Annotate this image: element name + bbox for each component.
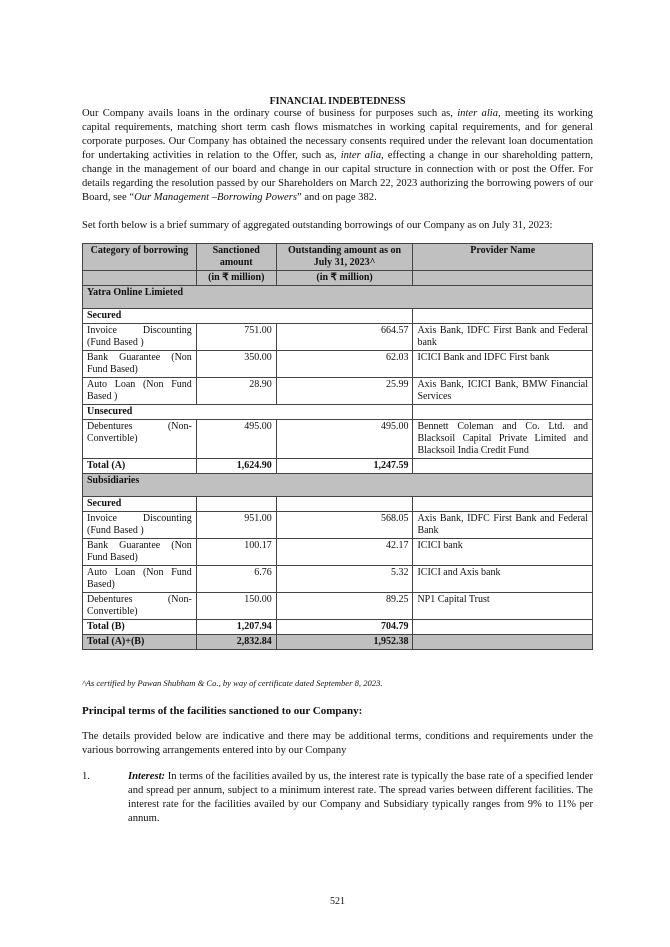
category-cell: Auto Loan (Non Fund Based) — [83, 566, 197, 593]
category-cell: Auto Loan (Non Fund Based ) — [83, 378, 197, 405]
principal-terms-intro: The details provided below are indicative and there may be additional terms, conditions and requirements under the various borrowing arrangements entered into by our Company — [82, 731, 593, 756]
table-row — [83, 566, 593, 593]
header-category: Category of borrowing — [83, 244, 197, 271]
provider-cell: Axis Bank, IDFC First Bank and Federal bank — [413, 324, 593, 351]
list-item-body: In terms of the facilities availed by us, the interest rate is typically the base rate of a specified lender and spread per annum, subject to a minimum interest rate. The spread varies between different facilities. The interest rate for the facilities availed by our Company and Subsidiary typically ranges from 9% to 11% per annum. — [128, 771, 593, 824]
intro-italic: inter alia, — [457, 108, 501, 119]
list-item-number: 1. — [82, 771, 90, 782]
sanctioned-cell: 28.90 — [196, 378, 276, 405]
provider-cell: Axis Bank, ICICI Bank, BMW Financial Services — [413, 378, 593, 405]
unit-blank — [83, 271, 197, 286]
provider-cell: NP1 Capital Trust — [413, 593, 593, 620]
category-cell: Invoice Discounting (Fund Based ) — [83, 324, 197, 351]
total-outstanding: 704.79 — [276, 620, 413, 635]
intro-text: Our Company avails loans in the ordinary course of business for purposes such as, — [82, 108, 458, 119]
group-row — [83, 286, 593, 309]
unit-outstanding: (in ₹ million) — [276, 271, 413, 286]
secured-label: Secured — [83, 497, 197, 512]
sanctioned-cell: 150.00 — [196, 593, 276, 620]
total-sanctioned: 1,624.90 — [196, 459, 276, 474]
category-cell: Debentures (Non-Convertible) — [83, 420, 197, 459]
list-item-text — [128, 770, 593, 826]
total-sanctioned: 1,207.94 — [196, 620, 276, 635]
group-name-subsidiaries: Subsidiaries — [83, 474, 593, 497]
provider-cell: ICICI Bank and IDFC First bank — [413, 351, 593, 378]
secured-label: Secured — [83, 309, 413, 324]
group-name-yatra: Yatra Online Limieted — [83, 286, 593, 309]
intro-text: meeting its working capital requirements, matching short term cash flows mismatches in working capital requirements, and for general corporate purposes. Our Company has obtained the necessary consents required under the relevant loan documentation for undertaking activities in relation to the Offer, such as, — [82, 108, 593, 161]
page-number: 521 — [330, 896, 345, 907]
outstanding-cell: 664.57 — [276, 324, 413, 351]
borrowings-table — [82, 243, 593, 650]
table-unit-row — [83, 271, 593, 286]
section-row — [83, 309, 593, 324]
outstanding-cell: 495.00 — [276, 420, 413, 459]
table-row — [83, 420, 593, 459]
outstanding-cell: 42.17 — [276, 539, 413, 566]
outstanding-cell: 568.05 — [276, 512, 413, 539]
total-row — [83, 620, 593, 635]
sanctioned-cell: 751.00 — [196, 324, 276, 351]
blank-cell — [413, 459, 593, 474]
cross-reference: Our Management –Borrowing Powers — [134, 192, 297, 203]
table-row — [83, 512, 593, 539]
section-row — [83, 405, 593, 420]
table-row — [83, 593, 593, 620]
blank-cell — [413, 497, 593, 512]
total-label: Total (A) — [83, 459, 197, 474]
list-item-label: Interest: — [128, 771, 166, 782]
section-row — [83, 497, 593, 512]
summary-lead: Set forth below is a brief summary of aggregated outstanding borrowings of our Company as on July 31, 2023: — [82, 220, 553, 231]
provider-cell: Bennett Coleman and Co. Ltd. and Blacksoil Capital Private Limited and Blacksoil India Credit Fund — [413, 420, 593, 459]
grand-total-label: Total (A)+(B) — [83, 635, 197, 650]
category-cell: Debentures (Non-Convertible) — [83, 593, 197, 620]
table-row — [83, 378, 593, 405]
sanctioned-cell: 100.17 — [196, 539, 276, 566]
intro-paragraph — [82, 107, 593, 205]
table-row — [83, 351, 593, 378]
outstanding-cell: 25.99 — [276, 378, 413, 405]
total-outstanding: 1,247.59 — [276, 459, 413, 474]
sanctioned-cell: 6.76 — [196, 566, 276, 593]
total-label: Total (B) — [83, 620, 197, 635]
blank-cell — [413, 309, 593, 324]
header-outstanding: Outstanding amount as on July 31, 2023^ — [276, 244, 413, 271]
table-row — [83, 324, 593, 351]
sanctioned-cell: 495.00 — [196, 420, 276, 459]
page-title: FINANCIAL INDEBTEDNESS — [269, 96, 406, 107]
category-cell: Bank Guarantee (Non Fund Based) — [83, 351, 197, 378]
outstanding-cell: 5.32 — [276, 566, 413, 593]
provider-cell: ICICI and Axis bank — [413, 566, 593, 593]
unit-sanctioned: (in ₹ million) — [196, 271, 276, 286]
blank-cell — [276, 497, 413, 512]
blank-cell — [196, 497, 276, 512]
table-header-row — [83, 244, 593, 271]
unsecured-label: Unsecured — [83, 405, 413, 420]
sanctioned-cell: 951.00 — [196, 512, 276, 539]
category-cell: Invoice Discounting (Fund Based ) — [83, 512, 197, 539]
intro-text: ” and on page 382. — [297, 192, 377, 203]
outstanding-cell: 89.25 — [276, 593, 413, 620]
table-row — [83, 539, 593, 566]
group-row — [83, 474, 593, 497]
blank-cell — [413, 405, 593, 420]
sanctioned-cell: 350.00 — [196, 351, 276, 378]
grand-total-sanctioned: 2,832.84 — [196, 635, 276, 650]
intro-text: , effecting a change in our shareholding pattern, change in the management of our board and change in our capital structure in connection with or post the Offer. For details regarding the resolution passed by our Shareholders on March 22, 2023 authorizing the borrowing powers of our Board, see “ — [82, 150, 594, 203]
grand-total-outstanding: 1,952.38 — [276, 635, 413, 650]
principal-terms-heading: Principal terms of the facilities sanctioned to our Company: — [82, 705, 363, 717]
blank-cell — [413, 635, 593, 650]
provider-cell: Axis Bank, IDFC First Bank and Federal Bank — [413, 512, 593, 539]
unit-blank — [413, 271, 593, 286]
grand-total-row — [83, 635, 593, 650]
total-row — [83, 459, 593, 474]
footnote: ^As certified by Pawan Shubham & Co., by way of certificate dated September 8, 2023. — [82, 678, 383, 688]
blank-cell — [413, 620, 593, 635]
category-cell: Bank Guarantee (Non Fund Based) — [83, 539, 197, 566]
intro-italic: inter alia — [340, 150, 382, 161]
header-sanctioned: Sanctioned amount — [196, 244, 276, 271]
outstanding-cell: 62.03 — [276, 351, 413, 378]
provider-cell: ICICI bank — [413, 539, 593, 566]
header-provider: Provider Name — [413, 244, 593, 271]
